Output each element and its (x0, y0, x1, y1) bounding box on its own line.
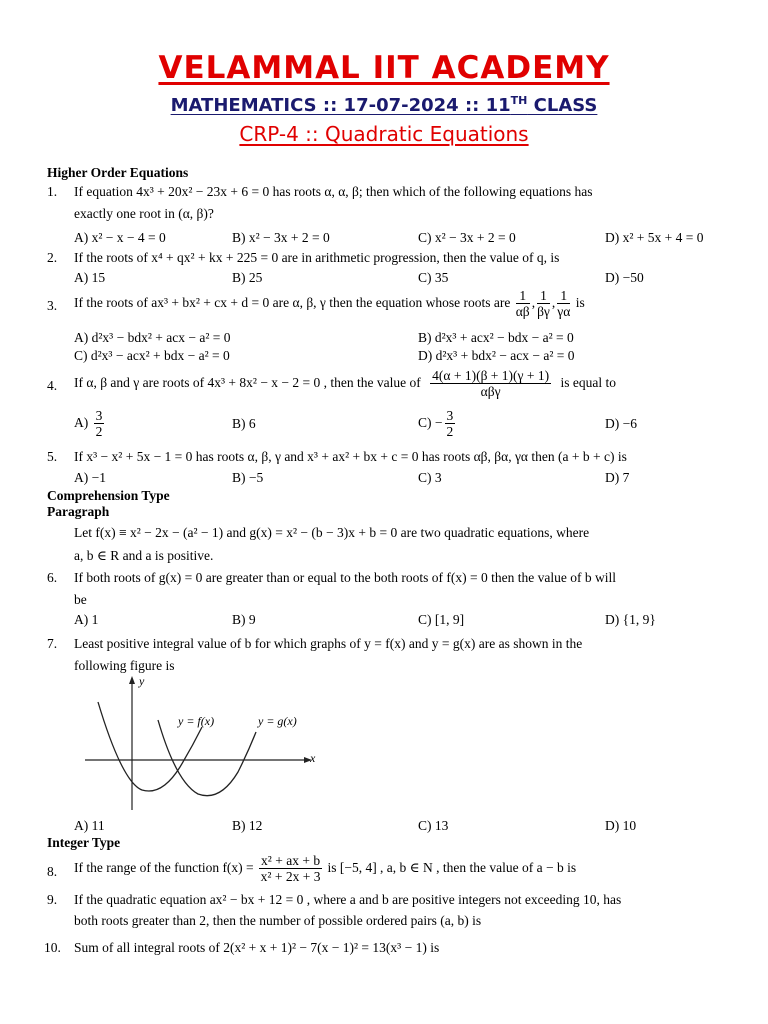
q8-frac-num: x² + ax + b (261, 853, 321, 869)
q3-frac2-num: 1 (537, 288, 550, 304)
q4-option-c-den: 2 (446, 424, 454, 440)
q4-frac-num: 4(α + 1)(β + 1)(γ + 1) (432, 368, 550, 384)
q7-option-d: D) 10 (605, 818, 637, 833)
q4-option-c-num: 3 (446, 408, 454, 424)
q6-option-a: A) 1 (74, 612, 99, 627)
g-curve (158, 720, 256, 796)
q1-option-d: D) x² + 5x + 4 = 0 (605, 230, 704, 245)
q5-option-c: C) 3 (418, 470, 442, 485)
q9-text-line2: both roots greater than 2, then the number of possible ordered pairs (a, b) is (74, 913, 482, 928)
q6-option-b: B) 9 (232, 612, 256, 627)
q7-option-c: C) 13 (418, 818, 449, 833)
q9-text-line1: If the quadratic equation ax² − bx + 12 = 0 , where a and b are positive integers not exceeding 10, has (74, 892, 622, 907)
section-higher-order: Higher Order Equations (47, 165, 189, 180)
q4-option-a-den: 2 (95, 424, 103, 440)
q3-frac3-den: γα (557, 304, 571, 320)
q4-option-c-fraction (445, 408, 456, 439)
q3-option-d: D) d²x³ + bdx² − acx − a² = 0 (418, 348, 575, 363)
graph-f-label: y = f(x) (178, 714, 215, 728)
graph-y-label: y (139, 674, 145, 688)
q4-option-a-fraction (94, 408, 105, 439)
q4-text-b: is equal to (560, 375, 616, 390)
q3-fraction-2 (537, 288, 550, 319)
q3-option-c: C) d²x³ − acx² + bdx − a² = 0 (74, 348, 230, 363)
q3-frac1-num: 1 (516, 288, 530, 304)
q5-text: If x³ − x² + 5x − 1 = 0 has roots α, β, γ and x³ + ax² + bx + c = 0 has roots αβ, βα, γα then (a + b + c) is (74, 449, 627, 464)
q7-text-line2: following figure is (74, 658, 175, 673)
q1-option-a: A) x² − x − 4 = 0 (74, 230, 166, 245)
paragraph-line2: a, b ∈ R and a is positive. (74, 548, 214, 563)
q5-option-a: A) −1 (74, 470, 106, 485)
section-integer: Integer Type (47, 835, 121, 850)
paragraph-line1: Let f(x) ≡ x² − 2x − (a² − 1) and g(x) = x² − (b − 3)x + b = 0 are two quadratic equations, where (74, 525, 590, 540)
q8-fraction (259, 853, 322, 884)
section-comprehension: Comprehension Type (47, 488, 170, 503)
q6-number: 6. (47, 570, 58, 585)
q4-option-b: B) 6 (232, 416, 256, 431)
q1-number: 1. (47, 184, 58, 199)
graph-x-label: x (310, 751, 316, 765)
q9-number: 9. (47, 892, 58, 907)
q5-option-b: B) −5 (232, 470, 264, 485)
q2-text: If the roots of x⁴ + qx² + kx + 225 = 0 are in arithmetic progression, then the value of q, is (74, 250, 560, 265)
q7-number: 7. (47, 636, 58, 651)
q8-text (74, 853, 576, 884)
q6-text-line1: If both roots of g(x) = 0 are greater than or equal to the both roots of f(x) = 0 then the value of b will (74, 570, 616, 585)
school-title: VELAMMAL IIT ACADEMY (158, 50, 610, 86)
crp-title: CRP-4 :: Quadratic Equations (239, 122, 529, 146)
q5-option-d: D) 7 (605, 470, 630, 485)
q3-frac1-den: αβ (515, 304, 530, 320)
q3-text-a: If the roots of ax³ + bx² + cx + d = 0 are α, β, γ then the equation whose roots are (74, 295, 511, 310)
q2-option-b: B) 25 (232, 270, 263, 285)
q4-frac-den: αβγ (480, 384, 501, 400)
q4-number: 4. (47, 378, 58, 393)
y-axis-arrow (129, 676, 135, 684)
q8-text-b: is [−5, 4] , a, b ∈ N , then the value of a − b is (327, 860, 577, 875)
q3-frac2-den: βγ (537, 304, 550, 320)
q7-option-b: B) 12 (232, 818, 263, 833)
q7-option-a: A) 11 (74, 818, 105, 833)
q4-text-a: If α, β and γ are roots of 4x³ + 8x² − x − 2 = 0 , then the value of (74, 375, 421, 390)
q1-option-b: B) x² − 3x + 2 = 0 (232, 230, 330, 245)
q3-text: If the roots of ax³ + bx² + cx + d = 0 are α, β, γ then the equation whose roots are $\frac{1}{\alpha\beta}$ , $\frac{1}{\beta\gamma}$ , $\frac{1}{\gamma\alpha}$ is (74, 288, 585, 320)
q4-fraction (430, 368, 551, 399)
q4-option-a (74, 408, 106, 439)
subject-text: MATHEMATICS :: 17-07-2024 :: 11 (170, 95, 511, 116)
q8-text-a: If the range of the function f(x) = (74, 860, 254, 875)
q7-text-line1: Least positive integral value of b for which graphs of y = f(x) and y = g(x) are as shown in the (74, 636, 583, 651)
q1-text-line1: If equation 4x³ + 20x² − 23x + 6 = 0 has roots α, α, β; then which of the following equations has (74, 184, 593, 199)
q1-text-line2: exactly one root in (α, β)? (74, 206, 214, 221)
q3-fraction-1 (516, 288, 530, 319)
q8-frac-den: x² + 2x + 3 (260, 869, 321, 885)
q8-number: 8. (47, 864, 58, 879)
q6-text-line2: be (74, 592, 87, 607)
q4-option-c (418, 408, 457, 439)
q4-option-a-label: A) (74, 415, 89, 430)
q6-option-d: D) {1, 9} (605, 612, 656, 627)
q4-option-d: D) −6 (605, 416, 637, 431)
graph-g-label: y = g(x) (258, 714, 297, 728)
section-paragraph: Paragraph (47, 504, 110, 519)
q10-number: 10. (44, 940, 61, 955)
q4-option-c-label: C) − (418, 415, 443, 430)
q2-option-c: C) 35 (418, 270, 449, 285)
q3-option-b: B) d²x³ + acx² − bdx − a² = 0 (418, 330, 574, 345)
q7-graph-figure (80, 672, 330, 812)
q2-option-a: A) 15 (74, 270, 106, 285)
subject-class: CLASS (527, 95, 598, 116)
subject-sup: TH (510, 94, 528, 107)
q6-option-c: C) [1, 9] (418, 612, 465, 627)
subject-line (0, 94, 768, 116)
q2-option-d: D) −50 (605, 270, 644, 285)
q3-number: 3. (47, 298, 58, 313)
q3-frac3-num: 1 (557, 288, 570, 304)
q1-option-c: C) x² − 3x + 2 = 0 (418, 230, 516, 245)
q2-number: 2. (47, 250, 58, 265)
q3-fraction-3 (557, 288, 570, 319)
q5-number: 5. (47, 449, 58, 464)
q4-option-a-num: 3 (95, 408, 103, 424)
q3-text-b: is (575, 295, 585, 310)
q10-text: Sum of all integral roots of 2(x² + x + 1)² − 7(x − 1)² = 13(x³ − 1) is (74, 940, 440, 955)
q4-text (74, 368, 616, 399)
q3-option-a: A) d²x³ − bdx² + acx − a² = 0 (74, 330, 231, 345)
